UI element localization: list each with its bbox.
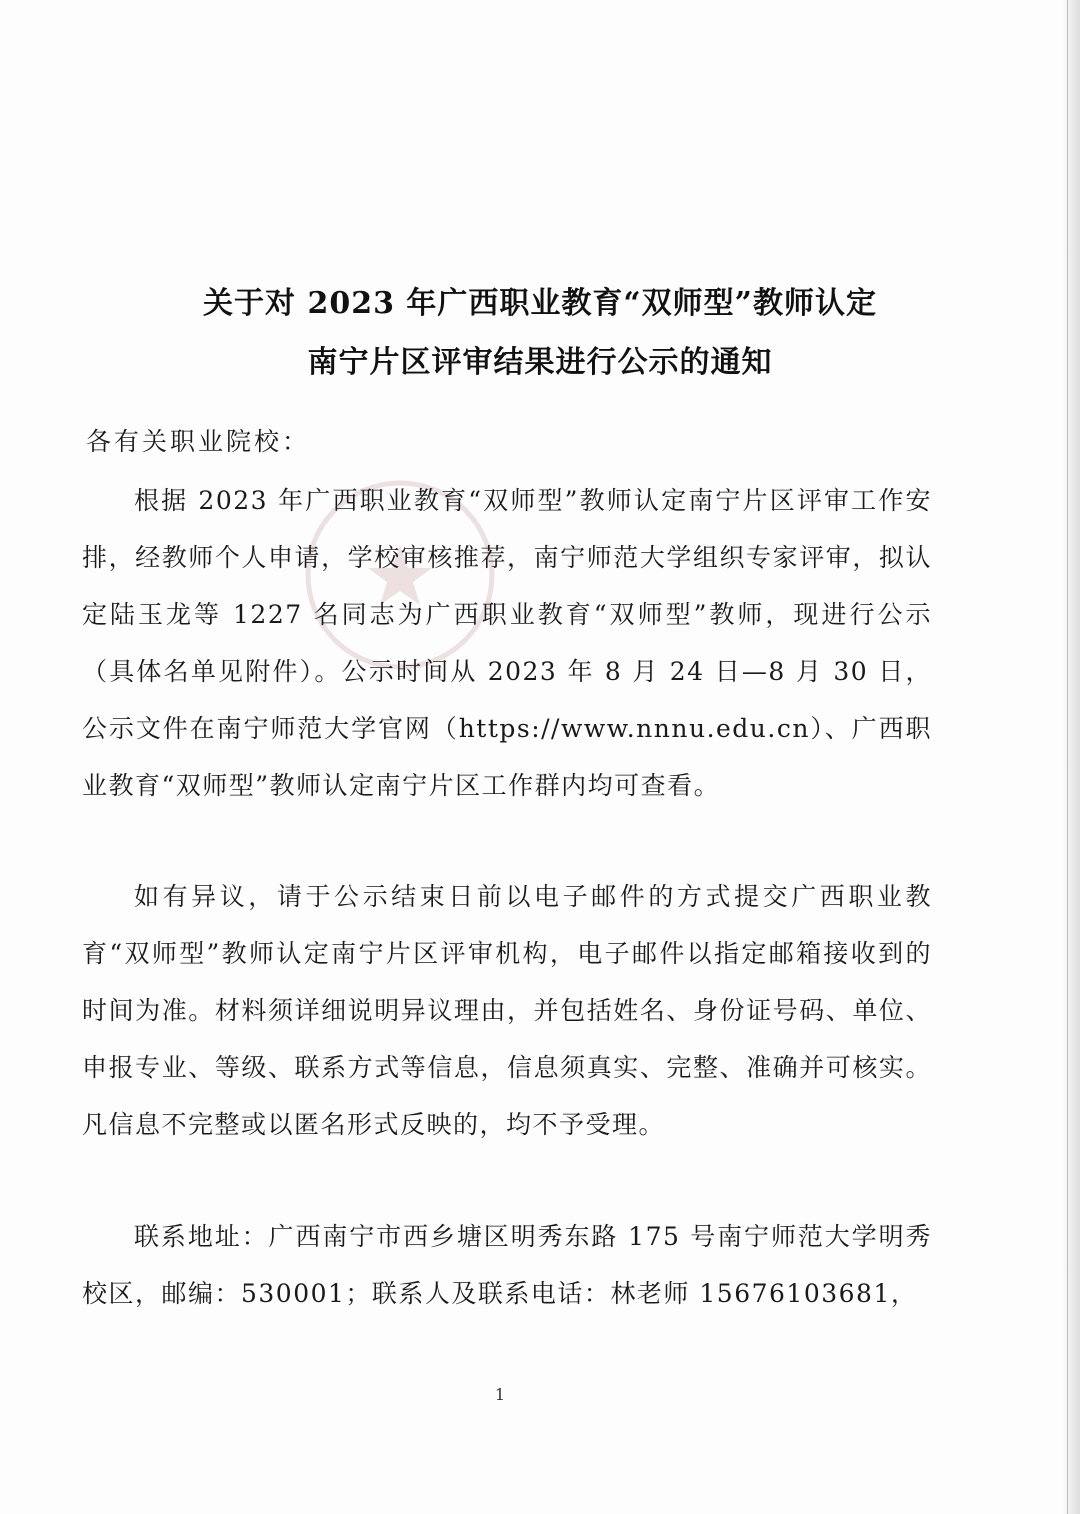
paragraph-objection-procedure: 如有异议，请于公示结束日前以电子邮件的方式提交广西职业教育“双师型”教师认定南宁片区评审机构，电子邮件以指定邮箱接收到的时间为准。材料须详细说明异议理由，并包括姓名、身份证号码、单位、申报专业、等级、联系方式等信息，信息须真实、完整、准确并可核实。凡信息不完整或以匿名形式反映的，均不予受理。 xyxy=(82,882,932,1139)
salutation: 各有关职业院校： xyxy=(86,427,311,456)
page-edge-line xyxy=(1067,0,1068,1514)
notice-title-line-2: 南宁片区评审结果进行公示的通知 xyxy=(307,345,773,380)
paragraph-publicity-details: 根据 2023 年广西职业教育“双师型”教师认定南宁片区评审工作安排，经教师个人申请，学校审核推荐，南宁师范大学组织专家评审，拟认定陆玉龙等 1227 名同志为广西职业教育“双师型”教师，现进行公示（具体名单见附件）。公示时间从 2023 年 8 月 24 日—8 月 30 日，公示文件在南宁师范大学官网（https://www.nnnu.edu.cn）、广西职业教育“双师型”教师认定南宁片区工作群内均可查看。 xyxy=(82,486,932,800)
page-edge-shadow xyxy=(1062,0,1080,1514)
paragraph-contact-info: 联系地址：广西南宁市西乡塘区明秀东路 175 号南宁师范大学明秀校区，邮编：530001；联系人及联系电话：林老师 15676103681， xyxy=(82,1222,932,1308)
page-number: 1 xyxy=(494,1385,506,1404)
notice-title-line-1: 关于对 2023 年广西职业教育“双师型”教师认定 xyxy=(203,286,877,321)
